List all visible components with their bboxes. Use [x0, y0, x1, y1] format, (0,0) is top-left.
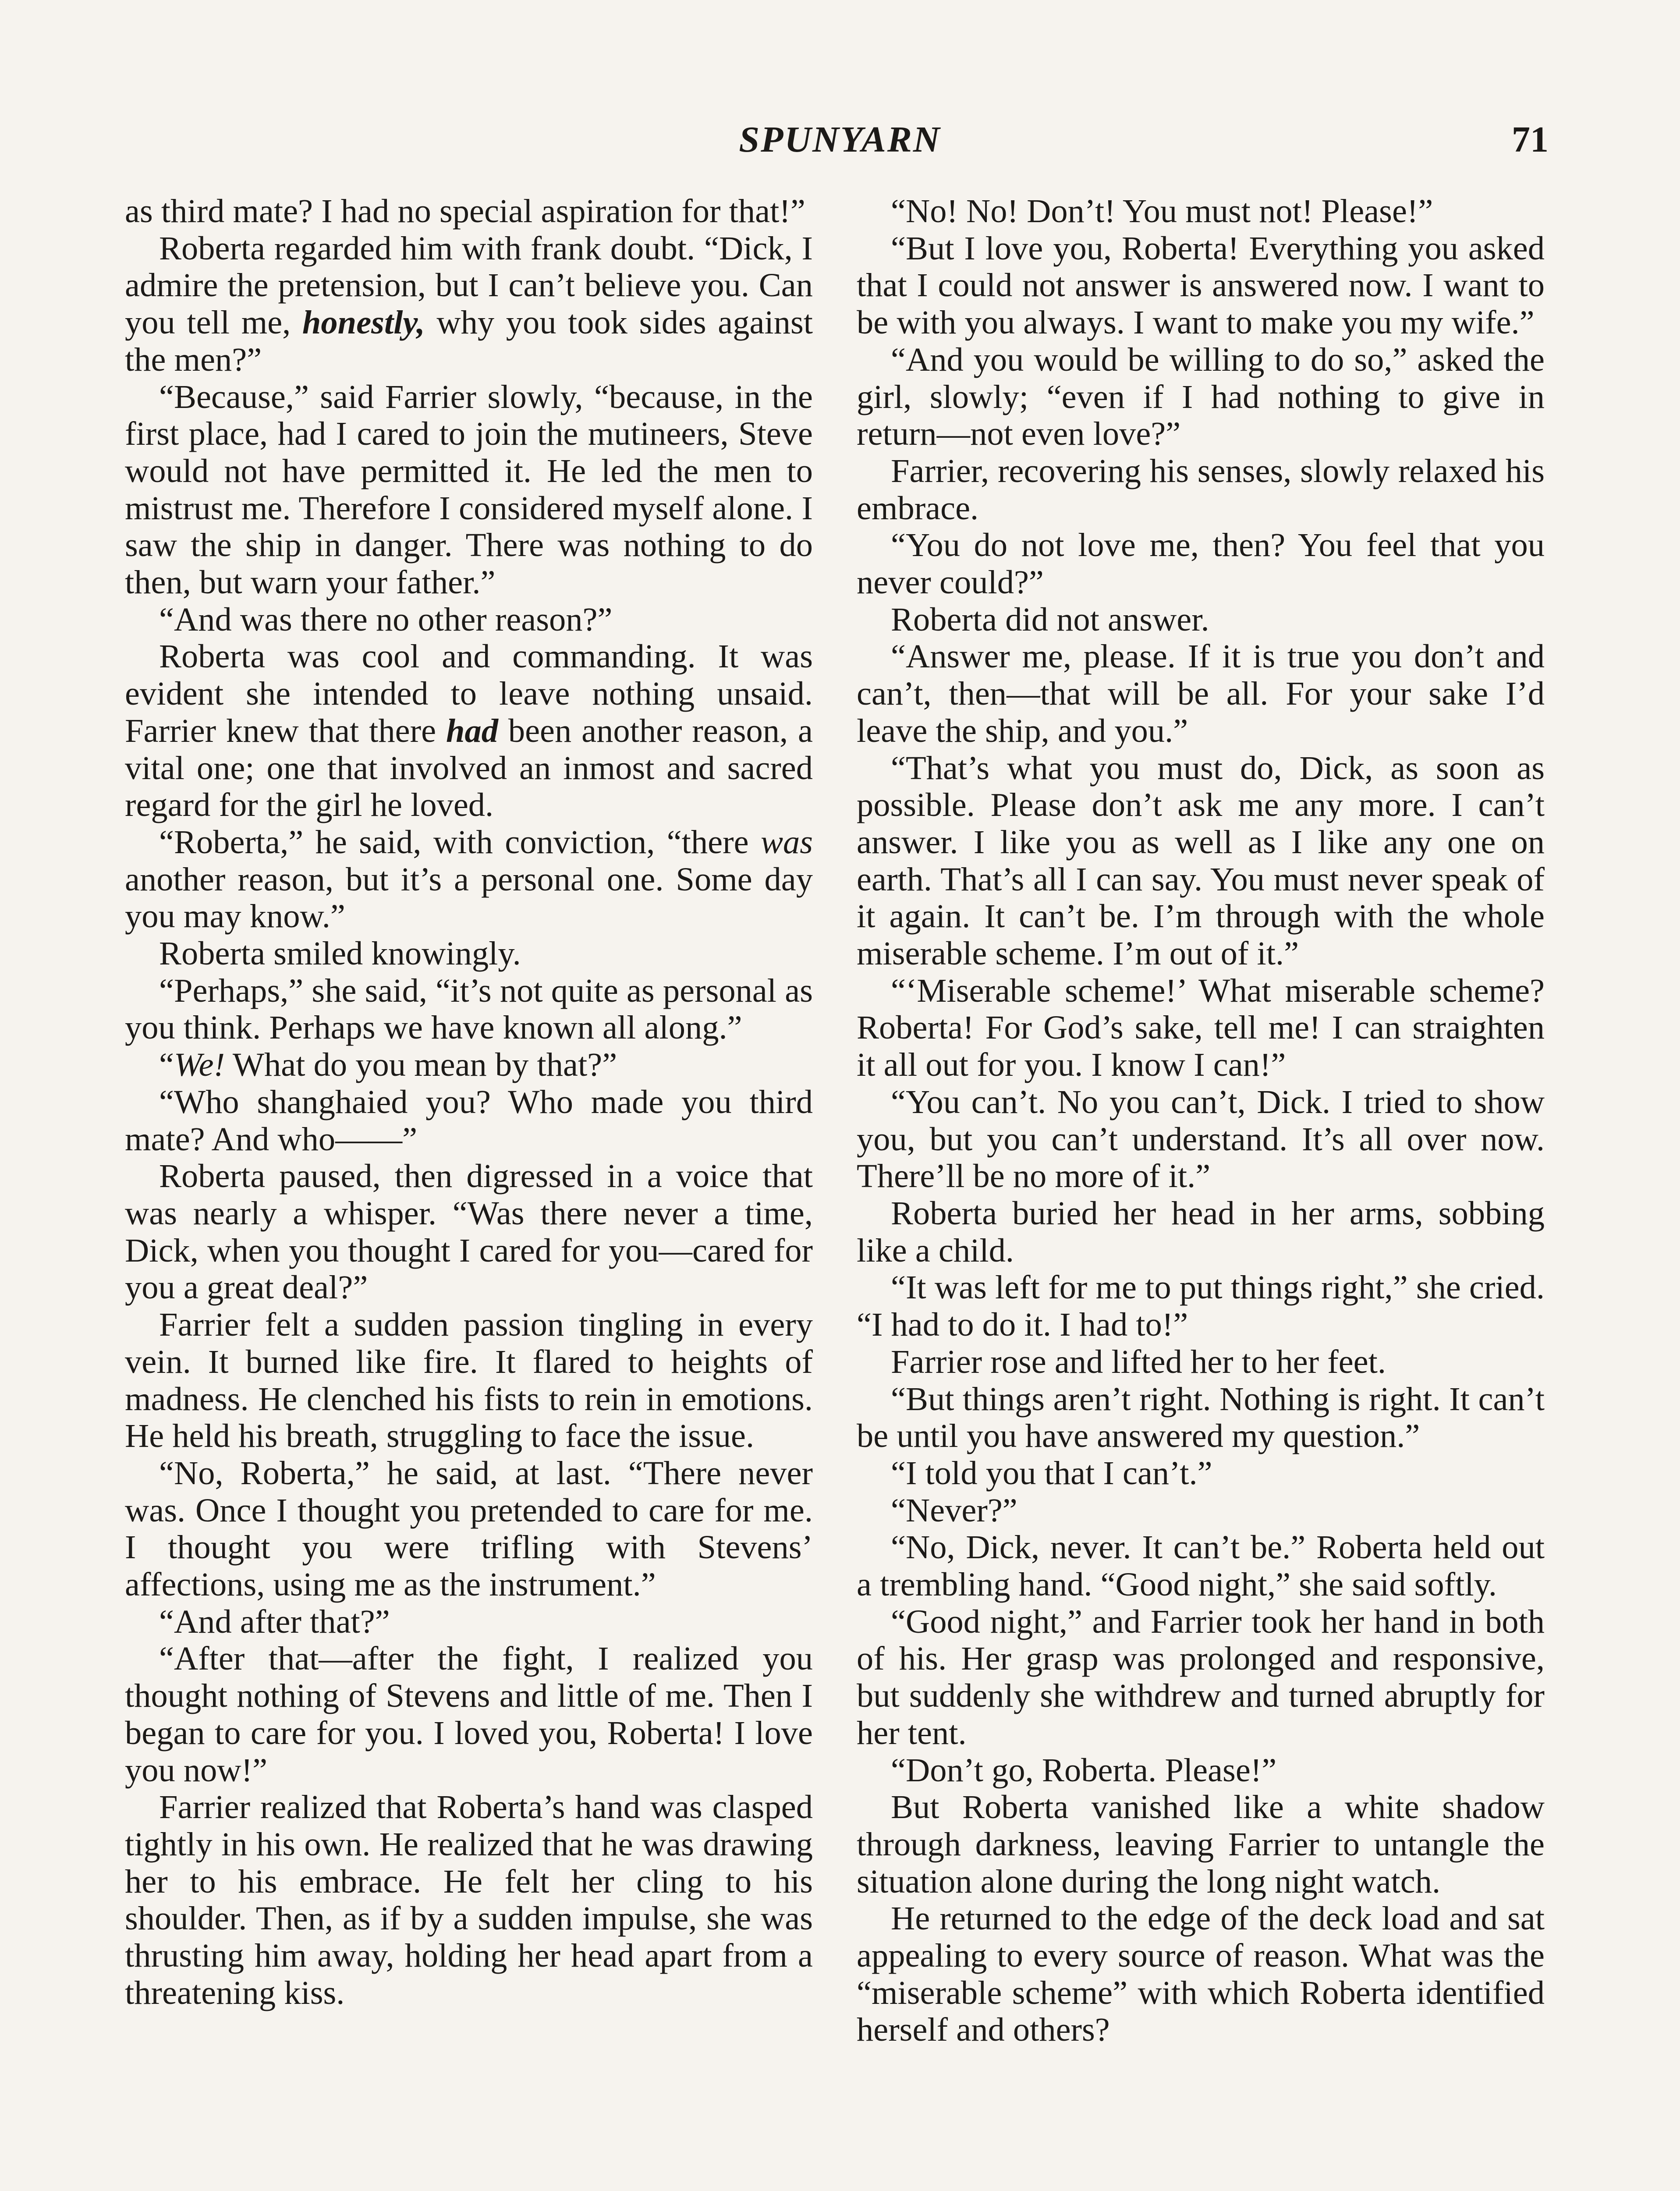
paragraph: Roberta smiled knowingly. [159, 935, 521, 972]
paragraph: “No, Dick, never. It can’t be.” Roberta held out a trembling hand. “Good night,” she said softly. [857, 1528, 1545, 1603]
page-number: 71 [1512, 119, 1549, 160]
paragraph: as third mate? I had no special aspiration for that!” [125, 192, 805, 230]
paragraph: Roberta paused, then digressed in a voice that was nearly a whisper. “Was there never a time, Dick, when you thought I cared for you—cared for you a great deal?” [125, 1157, 813, 1306]
paragraph: Roberta was cool and commanding. It was evident she intended to leave nothing unsaid. Farrier knew that there had been another reason, a vital one; one that involved an inmost and sacred regard for the girl he loved. [125, 638, 813, 824]
paragraph: “And was there no other reason?” [159, 600, 613, 638]
paragraph: “We! What do you mean by that?” [159, 1046, 617, 1084]
paragraph: “No! No! Don’t! You must not! Please!” [891, 192, 1433, 230]
paragraph: “Never?” [891, 1491, 1017, 1529]
paragraph: “After that—after the fight, I realized you thought nothing of Stevens and little of me. Then I began to care for you. I loved you, Roberta! I love you now!” [125, 1640, 813, 1789]
paragraph: Farrier, recovering his senses, slowly relaxed his embrace. [857, 452, 1545, 527]
paragraph: But Roberta vanished like a white shadow through darkness, leaving Farrier to untangle the situation alone during the long night watch. [857, 1788, 1545, 1900]
right-column [857, 193, 1545, 2191]
paragraph: “‘Miserable scheme!’ What miserable scheme? Roberta! For God’s sake, tell me! I can straighten it all out for you. I know I can!” [857, 971, 1545, 1084]
paragraph: “You do not love me, then? You feel that you never could?” [857, 526, 1545, 601]
paragraph: “Don’t go, Roberta. Please!” [891, 1751, 1277, 1789]
paragraph: “Who shanghaied you? Who made you third mate? And who——” [125, 1083, 813, 1158]
paragraph: “And you would be willing to do so,” asked the girl, slowly; “even if I had nothing to give in return—not even love?” [857, 340, 1545, 453]
paragraph: He returned to the edge of the deck load and sat appealing to every source of reason. What was the “miserable scheme” with which Roberta identified herself and others? [857, 1900, 1545, 2049]
paragraph: “Perhaps,” she said, “it’s not quite as personal as you think. Perhaps we have known all along.” [125, 971, 813, 1046]
paragraph: Farrier realized that Roberta’s hand was clasped tightly in his own. He realized that he was drawing her to his embrace. He felt her cling to his shoulder. Then, as if by a sudden impulse, she was thrusting him away, holding her head apart from a threatening kiss. [125, 1788, 813, 2011]
paragraph: Farrier rose and lifted her to her feet. [891, 1343, 1386, 1380]
paragraph: “Good night,” and Farrier took her hand in both of his. Her grasp was prolonged and responsive, but suddenly she withdrew and turned abruptly for her tent. [857, 1602, 1545, 1751]
paragraph: Roberta buried her head in her arms, sobbing like a child. [857, 1194, 1545, 1269]
paragraph: “That’s what you must do, Dick, as soon as possible. Please don’t ask me any more. I can’t answer. I like you as well as I like any one on earth. That’s all I can say. You must never speak of it again. It can’t be. I’m through with the whole miserable scheme. I’m out of it.” [857, 749, 1545, 972]
paragraph: Farrier felt a sudden passion tingling in every vein. It burned like fire. It flared to heights of madness. He clenched his fists to rein in emotions. He held his breath, struggling to face the issue. [125, 1306, 813, 1455]
paragraph: “Because,” said Farrier slowly, “because, in the first place, had I cared to join the mutineers, Steve would not have permitted it. He led the men to mistrust me. Therefore I considered myself alone. I saw the ship in danger. There was nothing to do then, but warn your father.” [125, 378, 813, 601]
paragraph: “I told you that I can’t.” [891, 1454, 1212, 1492]
paragraph: “Roberta,” he said, with conviction, “there was another reason, but it’s a personal one. Some day you may know.” [125, 823, 813, 935]
left-column [125, 193, 813, 2191]
paragraph: “No, Roberta,” he said, at last. “There never was. Once I thought you pretended to care for me. I thought you were trifling with Stevens’ affections, using me as the instrument.” [125, 1454, 813, 1603]
paragraph: “But I love you, Roberta! Everything you asked that I could not answer is answered now. I want to be with you always. I want to make you my wife.” [857, 229, 1545, 341]
page-title: SPUNYARN [739, 119, 941, 160]
paragraph: Roberta regarded him with frank doubt. “Dick, I admire the pretension, but I can’t believe you. Can you tell me, honestly, why you took sides against the men?” [125, 229, 813, 378]
paragraph: “Answer me, please. If it is true you don’t and can’t, then—that will be all. For your sake I’d leave the ship, and you.” [857, 638, 1545, 749]
paragraph: “And after that?” [159, 1602, 390, 1640]
paragraph: “You can’t. No you can’t, Dick. I tried to show you, but you can’t understand. It’s all over now. There’ll be no more of it.” [857, 1083, 1545, 1195]
paragraph: “But things aren’t right. Nothing is right. It can’t be until you have answered my question.” [857, 1380, 1545, 1455]
paragraph: “It was left for me to put things right,” she cried. “I had to do it. I had to!” [857, 1269, 1545, 1344]
paragraph: Roberta did not answer. [891, 600, 1209, 638]
running-head [0, 114, 1680, 167]
